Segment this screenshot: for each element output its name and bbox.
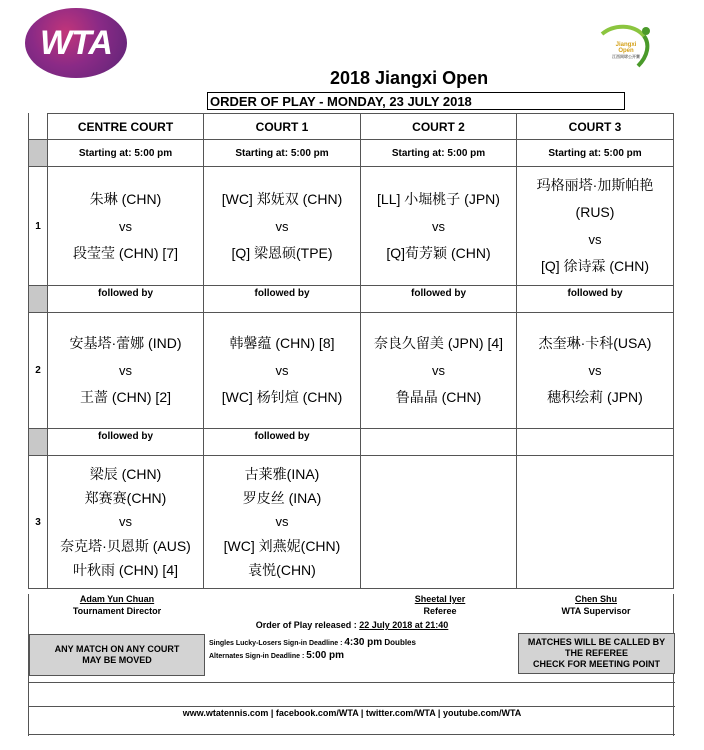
player-name: 朱琳 (CHN) [89, 190, 162, 207]
start-time: Starting at: 5:00 pm [204, 140, 361, 167]
official-name: Chen Shu [575, 594, 617, 604]
release-label: Order of Play released : [255, 620, 360, 630]
player-name: [Q]荀芳颖 (CHN) [386, 244, 491, 261]
player-name: [Q] 梁恩硕(TPE) [231, 244, 333, 261]
row-number: 1 [28, 167, 48, 286]
player-name: 袁悦(CHN) [248, 562, 316, 578]
signin-deadlines: Singles Lucky-Losers Sign-in Deadline : 4:30 pm Doubles Alternates Sign-in Deadline : 5:00 pm [209, 637, 416, 661]
match-cell [204, 313, 361, 429]
start-time: Starting at: 5:00 pm [361, 140, 517, 167]
official-name: Adam Yun Chuan [79, 594, 155, 604]
notice-matches-called [518, 633, 675, 674]
empty-cell [361, 429, 517, 456]
vs-label: vs [432, 363, 445, 378]
jiangxi-open-logo [594, 22, 660, 82]
notice-line: MAY BE MOVED [82, 655, 152, 665]
row-number: 3 [28, 456, 48, 589]
match-cell [517, 313, 674, 429]
start-time: Starting at: 5:00 pm [48, 140, 204, 167]
empty-cell [361, 456, 517, 589]
match-row-1 [28, 167, 674, 286]
player-name: 安基塔·蕾娜 (IND) [69, 335, 182, 351]
player-name: 古莱雅(INA) [244, 466, 320, 482]
player-name: [WC] 刘燕妮(CHN) [223, 538, 341, 554]
gray-marker [28, 429, 48, 456]
match-cell [204, 167, 361, 286]
match-cell [517, 167, 674, 286]
match-cell [48, 167, 204, 286]
divider [29, 706, 675, 707]
schedule-grid [28, 113, 674, 589]
vs-label: vs [275, 363, 289, 378]
player-name: [WC] 郑妩双 (CHN) [221, 190, 343, 207]
player-name: 玛格丽塔·加斯帕艳 [536, 177, 654, 193]
court-header-row [28, 113, 674, 140]
divider [29, 682, 675, 683]
followed-by-label: followed by [517, 286, 674, 313]
start-time: Starting at: 5:00 pm [517, 140, 674, 167]
court-header: COURT 2 [361, 113, 517, 140]
vs-label: vs [119, 363, 132, 378]
match-row-3 [28, 456, 674, 589]
player-name: [LL] 小堀桃子 (JPN) [377, 190, 500, 207]
vs-label: vs [432, 218, 445, 234]
corner-cell [28, 113, 48, 140]
notice-line: MATCHES WILL BE CALLED BY [527, 637, 666, 647]
wta-logo [25, 8, 127, 78]
followed-by-label: followed by [204, 286, 361, 313]
divider [29, 734, 675, 735]
official-role: Tournament Director [72, 606, 162, 616]
player-name: 杰奎琳·卡科(USA) [538, 335, 652, 351]
court-header: COURT 1 [204, 113, 361, 140]
match-cell [361, 167, 517, 286]
vs-label: vs [588, 363, 602, 378]
followed-by-row [28, 286, 674, 313]
vs-label: vs [275, 218, 289, 234]
notice-line: ANY MATCH ON ANY COURT [54, 644, 180, 654]
player-name: 叶秋雨 (CHN) [4] [73, 562, 178, 578]
empty-cell [517, 429, 674, 456]
followed-by-label: followed by [48, 429, 204, 456]
player-name: 梁辰 (CHN) [89, 466, 162, 482]
player-name: 奈克塔·贝恩斯 (AUS) [60, 538, 191, 554]
notice-line: CHECK FOR MEETING POINT [532, 659, 660, 669]
player-name: [WC] 杨钊煊 (CHN) [221, 389, 343, 405]
player-country: (RUS) [575, 204, 615, 220]
player-name: 奈良久留美 (JPN) [4] [373, 335, 504, 351]
footer-area [28, 594, 674, 736]
followed-by-label: followed by [361, 286, 517, 313]
followed-by-row [28, 429, 674, 456]
release-info [29, 620, 675, 630]
vs-label: vs [119, 514, 132, 529]
row-number: 2 [28, 313, 48, 429]
match-cell [48, 313, 204, 429]
player-name: [Q] 徐诗霖 (CHN) [540, 258, 650, 274]
page-title: 2018 Jiangxi Open [330, 68, 489, 88]
match-cell [48, 456, 204, 589]
notice-line: THE REFEREE [564, 648, 628, 658]
match-cell [204, 456, 361, 589]
release-datetime: 22 July 2018 at 21:40 [359, 620, 449, 630]
vs-label: vs [275, 514, 289, 529]
match-row-2 [28, 313, 674, 429]
vs-label: vs [119, 218, 132, 234]
player-name: 王蔷 (CHN) [2] [80, 389, 171, 405]
notice-any-match [29, 634, 205, 676]
gray-marker [28, 286, 48, 313]
player-name: 穗积绘莉 (JPN) [547, 389, 643, 405]
court-header: COURT 3 [517, 113, 674, 140]
player-name: 罗皮丝 (INA) [242, 490, 322, 506]
official-name: Sheetal Iyer [414, 594, 466, 604]
player-name: 鲁晶晶 (CHN) [395, 389, 482, 405]
start-time-row [28, 140, 674, 167]
followed-by-label: followed by [48, 286, 204, 313]
court-header: CENTRE COURT [48, 113, 204, 140]
player-name: 段莹莹 (CHN) [7] [73, 244, 178, 261]
player-name: 韩馨蕴 (CHN) [8] [229, 335, 335, 351]
jiangxi-logo-text: Jiangxi Open 江西网球公开赛 [612, 42, 640, 59]
match-cell [361, 313, 517, 429]
followed-by-label: followed by [204, 429, 361, 456]
empty-cell [517, 456, 674, 589]
player-name: 郑赛赛(CHN) [84, 490, 167, 506]
gray-marker [28, 140, 48, 167]
official-role: WTA Supervisor [561, 606, 631, 616]
wta-logo-text: WTA [40, 23, 112, 62]
social-links[interactable]: www.wtatennis.com | facebook.com/WTA | twitter.com/WTA | youtube.com/WTA [182, 708, 522, 718]
order-of-play-date: ORDER OF PLAY - MONDAY, 23 JULY 2018 [207, 92, 625, 110]
vs-label: vs [588, 232, 602, 247]
official-role: Referee [423, 606, 457, 616]
